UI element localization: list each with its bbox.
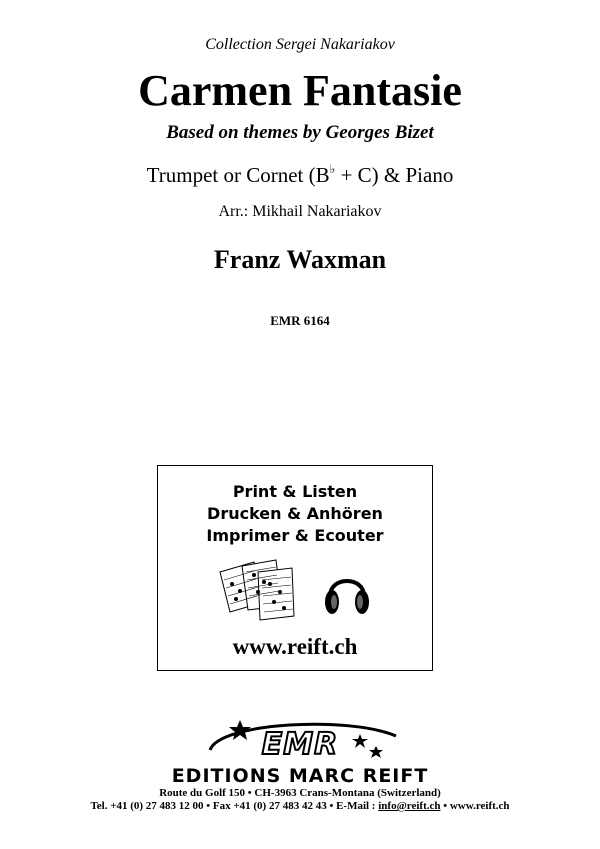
composer: Franz Waxman: [213, 245, 387, 274]
arranger: Arr.: Mikhail Nakariakov: [218, 203, 382, 220]
instrumentation-text: Trumpet or Cornet (B: [146, 163, 330, 187]
promo-line-french: Imprimer & Ecouter: [206, 526, 384, 545]
sheet-music-icon: [218, 558, 296, 624]
contact-phone-fax: Tel. +41 (0) 27 483 12 00 • Fax +41 (0) 27 483 42 43 • E-Mail :: [90, 800, 379, 812]
publisher-contact: [0, 800, 600, 812]
publisher-address: Route du Golf 150 • CH-3963 Crans-Montana (Switzerland): [159, 787, 441, 799]
emr-logo: [200, 716, 400, 764]
promo-line-german: Drucken & Anhören: [207, 504, 383, 523]
email-link[interactable]: info@reift.ch: [378, 800, 441, 812]
publisher-name: EDITIONS MARC REIFT: [171, 765, 429, 787]
page-title: Carmen Fantasie: [138, 66, 462, 115]
catalog-number: EMR 6164: [270, 313, 330, 328]
collection-label: Collection Sergei Nakariakov: [205, 36, 395, 53]
contact-website: • www.reift.ch: [440, 800, 510, 812]
promo-website-link[interactable]: www.reift.ch: [232, 634, 358, 659]
promo-line-english: Print & Listen: [232, 482, 358, 501]
print-listen-box: [157, 465, 433, 671]
svg-text:EMR: EMR: [261, 727, 339, 762]
subtitle: Based on themes by Georges Bizet: [166, 122, 434, 143]
instrumentation: [0, 162, 600, 188]
headphones-icon: [322, 566, 372, 618]
flat-sign: ♭: [329, 162, 336, 176]
instrumentation-text-rest: + C) & Piano: [335, 163, 454, 187]
